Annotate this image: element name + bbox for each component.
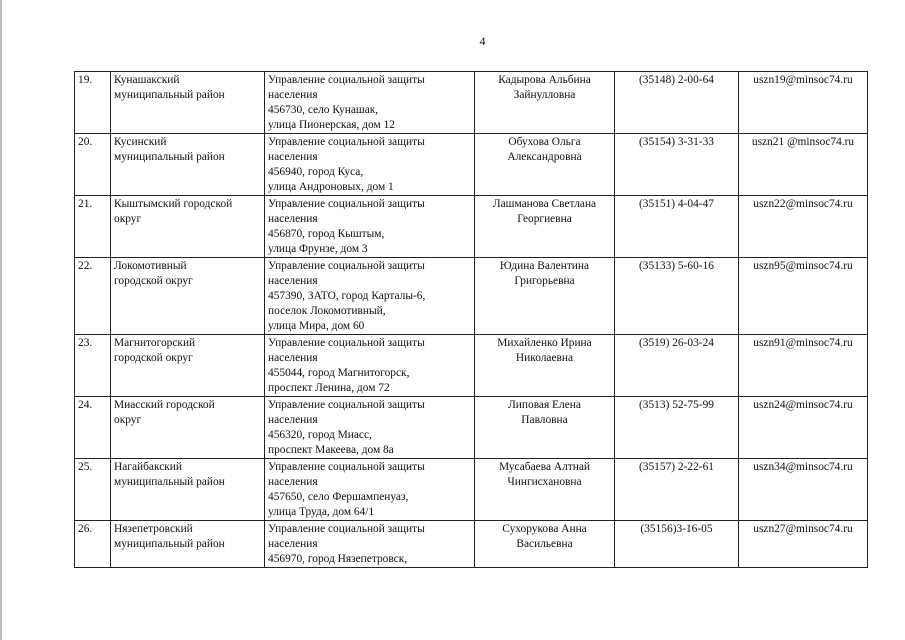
- row-number: 19.: [75, 72, 111, 134]
- district-line: городской округ: [114, 275, 193, 287]
- address-line: населения: [268, 414, 318, 426]
- email-cell: uszn95@minsoc74.ru: [739, 258, 868, 335]
- email-cell: uszn27@minsoc74.ru: [739, 521, 868, 568]
- head-name-cell: [475, 134, 615, 196]
- address-line: улица Фрунзе, дом 3: [268, 243, 368, 255]
- table-row: [75, 335, 868, 397]
- address-line: улица Пионерская, дом 12: [268, 119, 395, 131]
- district-line: Кусинский: [114, 136, 167, 148]
- district-line: муниципальный район: [114, 151, 225, 163]
- organization-address-cell: [265, 397, 475, 459]
- address-line: населения: [268, 89, 318, 101]
- phone-cell: (35148) 2-00-64: [615, 72, 739, 134]
- email-cell: uszn22@minsoc74.ru: [739, 196, 868, 258]
- head-name-cell: [475, 258, 615, 335]
- district-cell: [111, 459, 265, 521]
- organization-address-cell: [265, 335, 475, 397]
- head-name-line: Павловна: [521, 414, 568, 426]
- district-line: округ: [114, 414, 142, 426]
- phone-cell: (35156)3-16-05: [615, 521, 739, 568]
- address-line: 456940, город Куса,: [268, 166, 364, 178]
- organization-address-cell: [265, 521, 475, 568]
- head-name-line: Кадырова Альбина: [498, 74, 591, 86]
- scan-edge: [0, 0, 2, 640]
- address-line: 457390, ЗАТО, город Карталы-6,: [268, 290, 426, 302]
- head-name-line: Николаевна: [515, 352, 574, 364]
- head-name-line: Мусабаева Алтнай: [499, 461, 590, 473]
- row-number: 25.: [75, 459, 111, 521]
- page-number: 4: [479, 34, 486, 48]
- organization-address-cell: [265, 196, 475, 258]
- address-line: 456730, село Кунашак,: [268, 104, 379, 116]
- district-line: Кыштымский городской: [114, 198, 233, 210]
- email-cell: uszn19@minsoc74.ru: [739, 72, 868, 134]
- address-line: Управление социальной защиты: [268, 260, 425, 272]
- head-name-cell: [475, 196, 615, 258]
- social-protection-directory-table: [74, 71, 868, 568]
- table-body: [75, 72, 868, 568]
- organization-address-cell: [265, 459, 475, 521]
- phone-cell: (35133) 5-60-16: [615, 258, 739, 335]
- table-row: [75, 258, 868, 335]
- district-cell: [111, 134, 265, 196]
- head-name-line: Георгиевна: [517, 213, 572, 225]
- head-name-line: Зайнулловна: [513, 89, 576, 101]
- head-name-cell: [475, 459, 615, 521]
- head-name-line: Липовая Елена: [508, 399, 581, 411]
- address-line: проспект Макеева, дом 8а: [268, 444, 394, 456]
- table-row: [75, 459, 868, 521]
- district-cell: [111, 258, 265, 335]
- address-line: Управление социальной защиты: [268, 399, 425, 411]
- address-line: 456320, город Миасс,: [268, 429, 372, 441]
- phone-cell: (3519) 26-03-24: [615, 335, 739, 397]
- row-number: 20.: [75, 134, 111, 196]
- address-line: Управление социальной защиты: [268, 198, 425, 210]
- head-name-line: Александровна: [507, 151, 582, 163]
- table-row: [75, 134, 868, 196]
- head-name-line: Обухова Ольга: [508, 136, 581, 148]
- district-line: муниципальный район: [114, 476, 225, 488]
- address-line: населения: [268, 352, 318, 364]
- organization-address-cell: [265, 134, 475, 196]
- district-line: муниципальный район: [114, 538, 225, 550]
- address-line: населения: [268, 151, 318, 163]
- address-line: населения: [268, 538, 318, 550]
- address-line: 457650, село Фершампенуаз,: [268, 491, 409, 503]
- head-name-cell: [475, 397, 615, 459]
- table-row: [75, 196, 868, 258]
- address-line: Управление социальной защиты: [268, 523, 425, 535]
- address-line: Управление социальной защиты: [268, 461, 425, 473]
- address-line: улица Андроновых, дом 1: [268, 181, 394, 193]
- head-name-line: Чингисхановна: [507, 476, 582, 488]
- district-line: Локомотивный: [114, 260, 187, 272]
- address-line: улица Мира, дом 60: [268, 320, 365, 332]
- table-row: [75, 72, 868, 134]
- address-line: Управление социальной защиты: [268, 74, 425, 86]
- district-line: Миасский городской: [114, 399, 215, 411]
- district-line: городской округ: [114, 352, 193, 364]
- head-name-line: Григорьевна: [514, 275, 575, 287]
- address-line: 455044, город Магнитогорск,: [268, 367, 410, 379]
- address-line: населения: [268, 213, 318, 225]
- district-cell: [111, 521, 265, 568]
- email-cell: uszn21 @minsoc74.ru: [739, 134, 868, 196]
- address-line: Управление социальной защиты: [268, 136, 425, 148]
- organization-address-cell: [265, 72, 475, 134]
- phone-cell: (35151) 4-04-47: [615, 196, 739, 258]
- head-name-cell: [475, 335, 615, 397]
- address-line: 456970, город Нязепетровск,: [268, 553, 408, 565]
- district-cell: [111, 196, 265, 258]
- district-line: округ: [114, 213, 142, 225]
- head-name-line: Михайленко Ирина: [497, 337, 592, 349]
- row-number: 24.: [75, 397, 111, 459]
- head-name-cell: [475, 521, 615, 568]
- district-line: муниципальный район: [114, 89, 225, 101]
- district-line: Нагайбакский: [114, 461, 182, 473]
- district-cell: [111, 397, 265, 459]
- phone-cell: (3513) 52-75-99: [615, 397, 739, 459]
- address-line: 456870, город Кыштым,: [268, 228, 385, 240]
- row-number: 21.: [75, 196, 111, 258]
- table-row: [75, 521, 868, 568]
- district-cell: [111, 335, 265, 397]
- phone-cell: (35154) 3-31-33: [615, 134, 739, 196]
- row-number: 23.: [75, 335, 111, 397]
- head-name-line: Лашманова Светлана: [492, 198, 597, 210]
- email-cell: uszn91@minsoc74.ru: [739, 335, 868, 397]
- row-number: 22.: [75, 258, 111, 335]
- district-cell: [111, 72, 265, 134]
- head-name-cell: [475, 72, 615, 134]
- address-line: населения: [268, 275, 318, 287]
- district-line: Магнитогорский: [114, 337, 196, 349]
- district-line: Нязепетровский: [114, 523, 193, 535]
- address-line: улица Труда, дом 64/1: [268, 506, 375, 518]
- address-line: поселок Локомотивный,: [268, 305, 386, 317]
- organization-address-cell: [265, 258, 475, 335]
- district-line: Кунашакский: [114, 74, 180, 86]
- email-cell: uszn24@minsoc74.ru: [739, 397, 868, 459]
- head-name-line: Сухорукова Анна: [502, 523, 587, 535]
- head-name-line: Васильевна: [516, 538, 573, 550]
- table-row: [75, 397, 868, 459]
- phone-cell: (35157) 2-22-61: [615, 459, 739, 521]
- row-number: 26.: [75, 521, 111, 568]
- head-name-line: Юдина Валентина: [499, 260, 590, 272]
- address-line: населения: [268, 476, 318, 488]
- address-line: проспект Ленина, дом 72: [268, 382, 390, 394]
- address-line: Управление социальной защиты: [268, 337, 425, 349]
- email-cell: uszn34@minsoc74.ru: [739, 459, 868, 521]
